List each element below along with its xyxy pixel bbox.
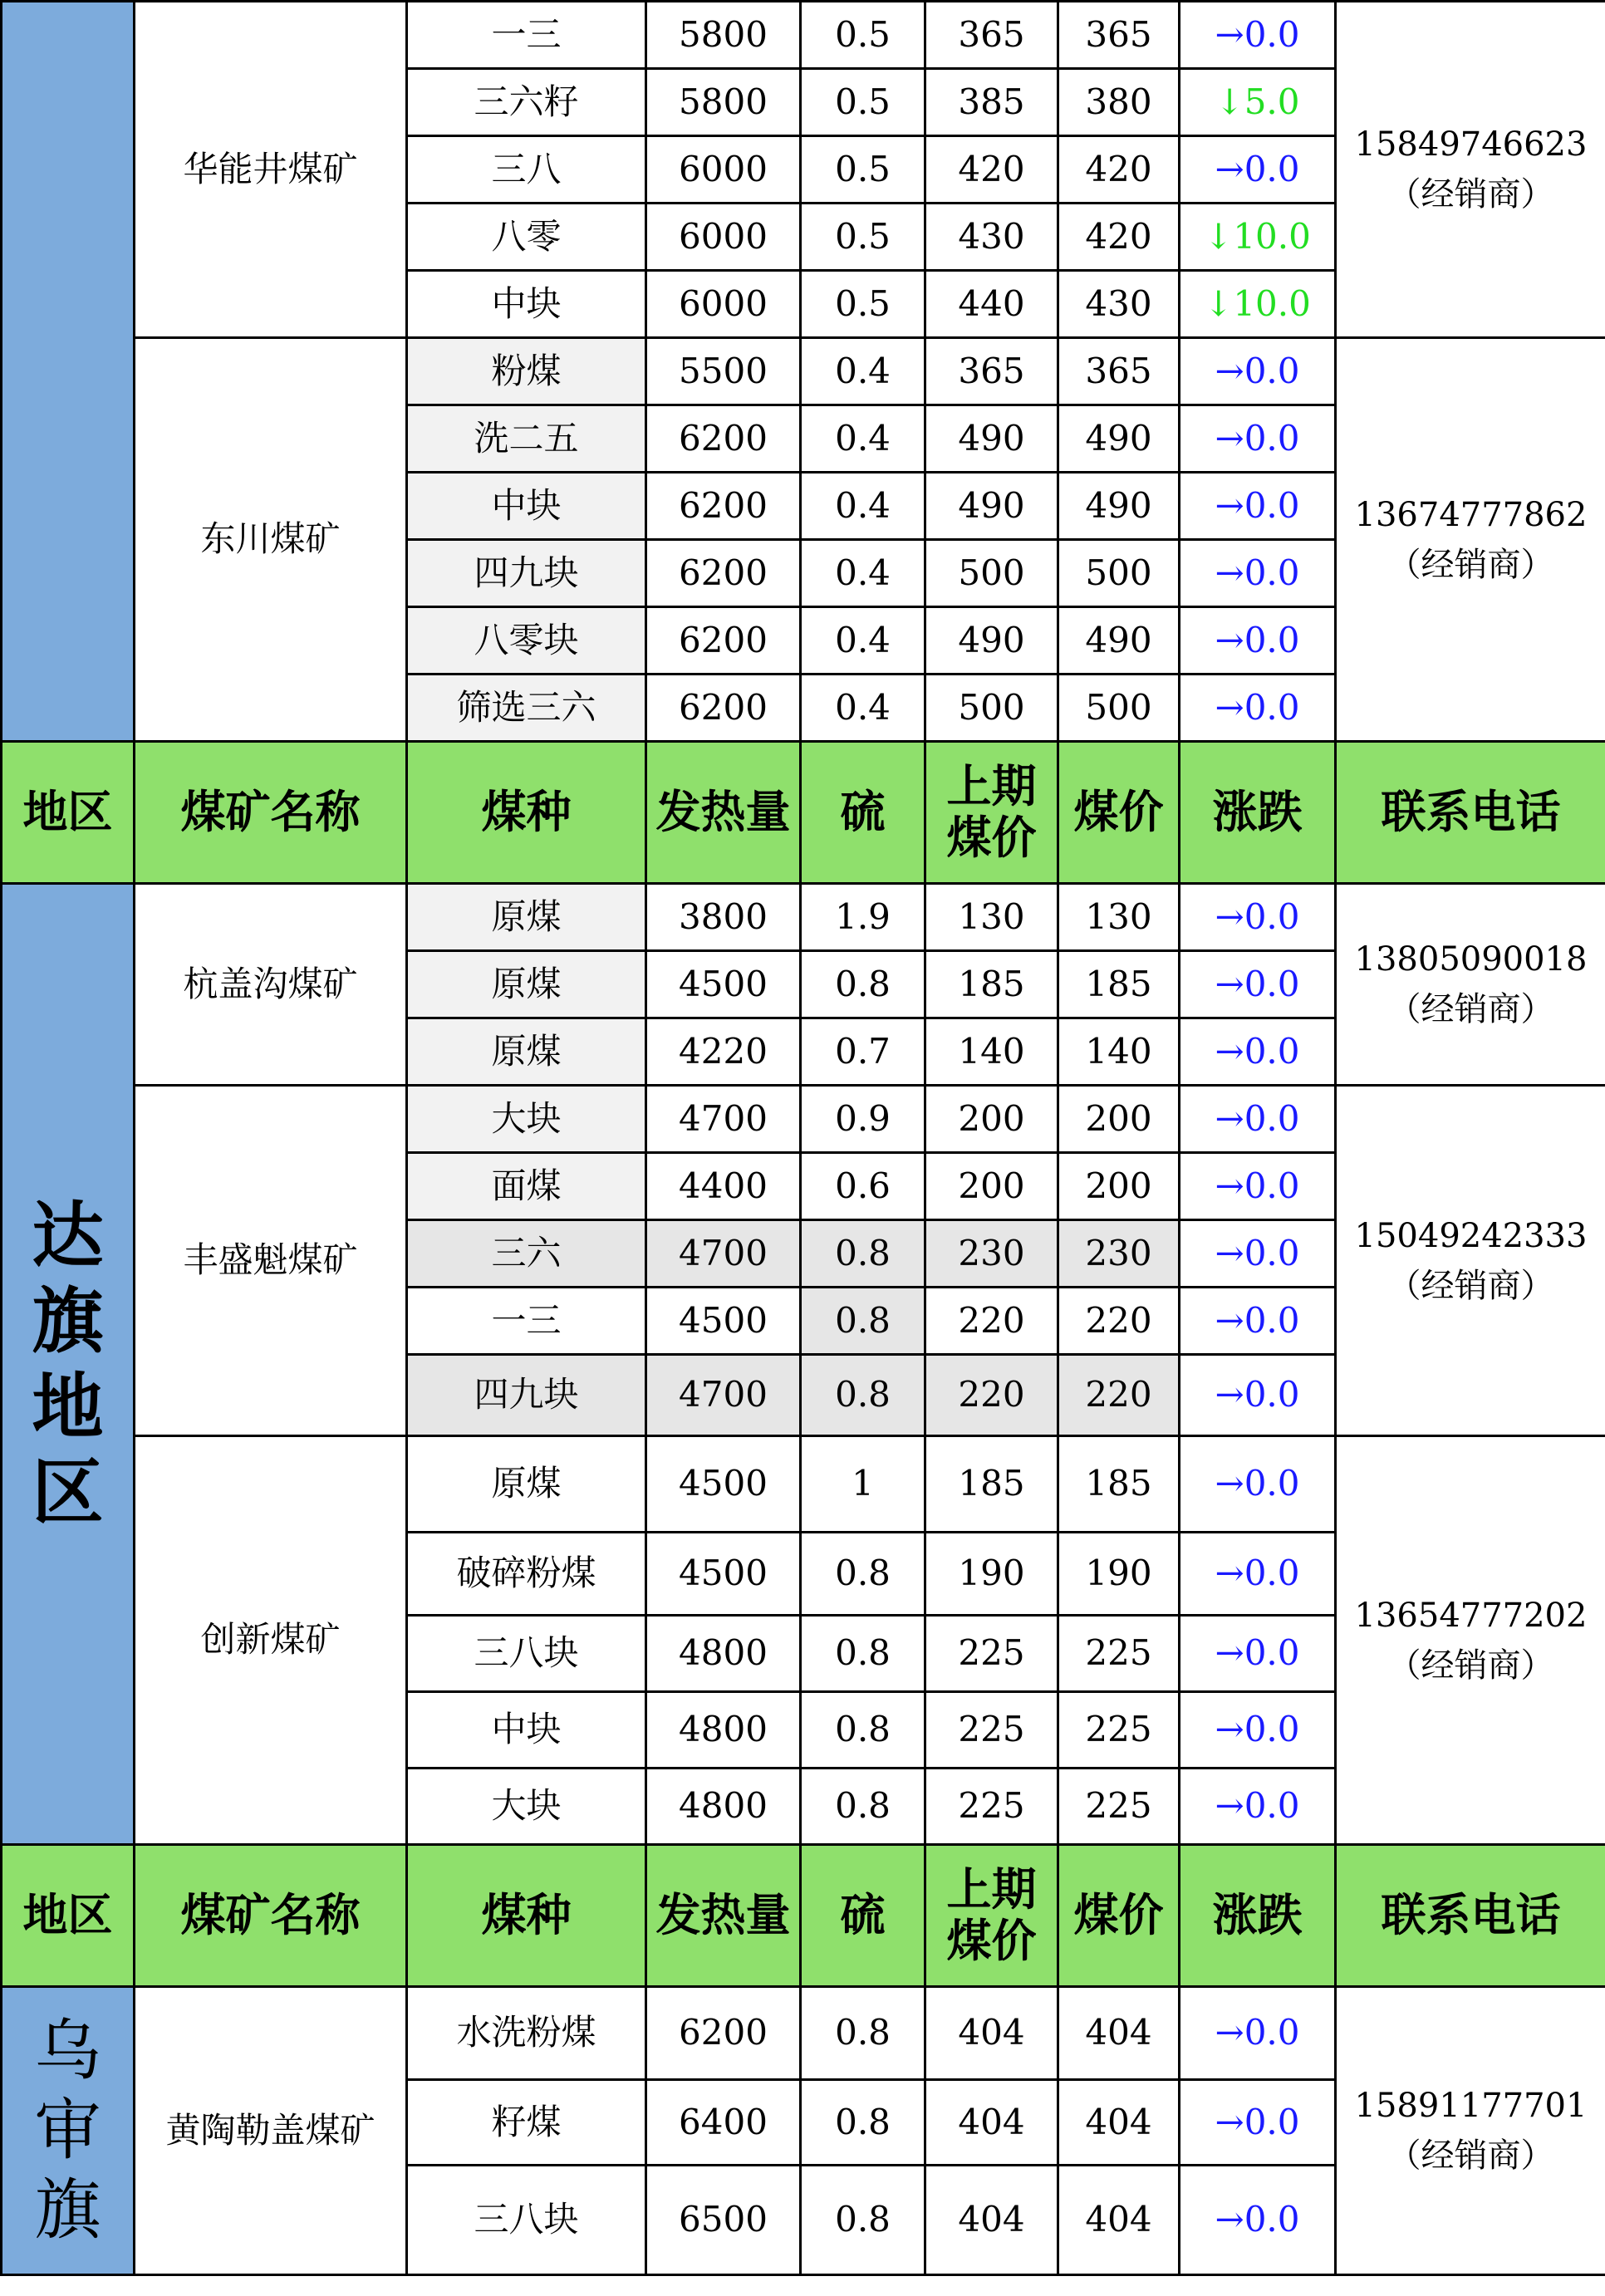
price: 185: [1058, 1436, 1180, 1533]
header-sulfur: 硫: [801, 1845, 925, 1987]
coal-type: 三八块: [407, 2166, 646, 2275]
price-change: →0.0: [1180, 951, 1336, 1018]
mine-name: 华能井煤矿: [135, 2, 407, 338]
price: 140: [1058, 1018, 1180, 1086]
prev-price: 404: [925, 2166, 1058, 2275]
sulfur-value: 0.8: [801, 1987, 925, 2080]
prev-price: 225: [925, 1616, 1058, 1692]
price-change: →0.0: [1180, 405, 1336, 473]
heat-value: 6000: [646, 204, 801, 271]
price: 420: [1058, 136, 1180, 204]
prev-price: 440: [925, 271, 1058, 338]
contact-phone: [1336, 2, 1605, 338]
price: 230: [1058, 1220, 1180, 1288]
coal-type: 原煤: [407, 1018, 646, 1086]
prev-price: 365: [925, 338, 1058, 405]
price-change: →0.0: [1180, 540, 1336, 607]
contact-phone: [1336, 1086, 1605, 1436]
prev-price: 200: [925, 1086, 1058, 1153]
sulfur-value: 0.6: [801, 1153, 925, 1220]
phone-note: （经销商）: [1387, 2137, 1554, 2175]
prev-price: 430: [925, 204, 1058, 271]
heat-value: 6200: [646, 405, 801, 473]
prev-price: 230: [925, 1220, 1058, 1288]
sulfur-value: 0.4: [801, 540, 925, 607]
coal-type: 原煤: [407, 1436, 646, 1533]
prev-price: 200: [925, 1153, 1058, 1220]
contact-phone: [1336, 1436, 1605, 1845]
sulfur-value: 0.4: [801, 607, 925, 675]
coal-type: 中块: [407, 271, 646, 338]
region-char: 乌: [34, 2012, 101, 2089]
sulfur-value: 0.9: [801, 1086, 925, 1153]
mine-name: 创新煤矿: [135, 1436, 407, 1845]
price: 225: [1058, 1692, 1180, 1769]
phone-note: （经销商）: [1387, 1266, 1554, 1305]
sulfur-value: 0.5: [801, 69, 925, 136]
price: 490: [1058, 473, 1180, 540]
price: 430: [1058, 271, 1180, 338]
price-change: →0.0: [1180, 884, 1336, 951]
coal-type: 三六籽: [407, 69, 646, 136]
price: 404: [1058, 1987, 1180, 2080]
price-change: →0.0: [1180, 607, 1336, 675]
price: 200: [1058, 1086, 1180, 1153]
region-cell-daqi: [2, 884, 135, 1845]
sulfur-value: 0.8: [801, 2080, 925, 2166]
price: 420: [1058, 204, 1180, 271]
coal-type: 籽煤: [407, 2080, 646, 2166]
table-header-row: [2, 1845, 1605, 1987]
heat-value: 6400: [646, 2080, 801, 2166]
price: 404: [1058, 2166, 1180, 2275]
price-change: →0.0: [1180, 1355, 1336, 1436]
price: 225: [1058, 1769, 1180, 1845]
price-change: →0.0: [1180, 1086, 1336, 1153]
mine-name: 丰盛魁煤矿: [135, 1086, 407, 1436]
price: 220: [1058, 1288, 1180, 1355]
price: 490: [1058, 405, 1180, 473]
sulfur-value: 0.8: [801, 1616, 925, 1692]
heat-value: 4800: [646, 1616, 801, 1692]
phone-number: 15849746623: [1354, 125, 1588, 164]
prev-price: 490: [925, 473, 1058, 540]
coal-type: 水洗粉煤: [407, 1987, 646, 2080]
header-change: 涨跌: [1180, 1845, 1336, 1987]
region-char: 旗: [32, 1278, 104, 1363]
coal-type: 一三: [407, 2, 646, 69]
sulfur-value: 0.8: [801, 2166, 925, 2275]
heat-value: 4700: [646, 1086, 801, 1153]
coal-type: 三八: [407, 136, 646, 204]
price: 185: [1058, 951, 1180, 1018]
prev-price: 220: [925, 1355, 1058, 1436]
region-cell-wushen: [2, 1987, 135, 2275]
prev-price: 490: [925, 607, 1058, 675]
coal-type: 八零: [407, 204, 646, 271]
header-heat-value: 发热量: [646, 1845, 801, 1987]
heat-value: 4700: [646, 1355, 801, 1436]
heat-value: 4500: [646, 1288, 801, 1355]
heat-value: 6200: [646, 675, 801, 742]
sulfur-value: 0.8: [801, 1355, 925, 1436]
phone-number: 15049242333: [1354, 1216, 1588, 1255]
price: 404: [1058, 2080, 1180, 2166]
sulfur-value: 0.4: [801, 473, 925, 540]
heat-value: 4400: [646, 1153, 801, 1220]
region-char: 达: [32, 1193, 104, 1278]
coal-type: 中块: [407, 1692, 646, 1769]
heat-value: 6200: [646, 607, 801, 675]
sulfur-value: 1: [801, 1436, 925, 1533]
heat-value: 4800: [646, 1769, 801, 1845]
sulfur-value: 0.5: [801, 2, 925, 69]
price: 220: [1058, 1355, 1180, 1436]
heat-value: 6200: [646, 540, 801, 607]
region-char: 审: [34, 2092, 101, 2169]
sulfur-value: 0.4: [801, 405, 925, 473]
price-change: ↓10.0: [1180, 204, 1336, 271]
prev-price: 130: [925, 884, 1058, 951]
region-char: 地: [32, 1365, 104, 1449]
heat-value: 6000: [646, 136, 801, 204]
heat-value: 5800: [646, 69, 801, 136]
sulfur-value: 0.8: [801, 1769, 925, 1845]
price: 365: [1058, 2, 1180, 69]
contact-phone: [1336, 1987, 1605, 2275]
price-change: →0.0: [1180, 1288, 1336, 1355]
sulfur-value: 0.4: [801, 338, 925, 405]
sulfur-value: 1.9: [801, 884, 925, 951]
price: 130: [1058, 884, 1180, 951]
coal-type: 四九块: [407, 1355, 646, 1436]
sulfur-value: 0.8: [801, 1533, 925, 1616]
price-change: →0.0: [1180, 473, 1336, 540]
header-coal-type: 煤种: [407, 1845, 646, 1987]
sulfur-value: 0.8: [801, 1288, 925, 1355]
price-change: →0.0: [1180, 2080, 1336, 2166]
prev-price: 490: [925, 405, 1058, 473]
coal-type: 三八块: [407, 1616, 646, 1692]
coal-type: 粉煤: [407, 338, 646, 405]
prev-price: 220: [925, 1288, 1058, 1355]
coal-type: 原煤: [407, 884, 646, 951]
coal-type: 三六: [407, 1220, 646, 1288]
price-change: →0.0: [1180, 1769, 1336, 1845]
price: 500: [1058, 540, 1180, 607]
sulfur-value: 0.4: [801, 675, 925, 742]
sulfur-value: 0.7: [801, 1018, 925, 1086]
heat-value: 6200: [646, 473, 801, 540]
heat-value: 4500: [646, 1533, 801, 1616]
header-sulfur: 硫: [801, 742, 925, 884]
phone-number: 13654777202: [1354, 1596, 1588, 1635]
phone-number: 13674777862: [1354, 495, 1588, 534]
prev-price: 500: [925, 540, 1058, 607]
sulfur-value: 0.8: [801, 951, 925, 1018]
prev-price: 225: [925, 1692, 1058, 1769]
price: 200: [1058, 1153, 1180, 1220]
phone-note: （经销商）: [1387, 990, 1554, 1028]
coal-type: 大块: [407, 1086, 646, 1153]
price-change: →0.0: [1180, 1987, 1336, 2080]
phone-note: （经销商）: [1387, 175, 1554, 213]
coal-type: 一三: [407, 1288, 646, 1355]
coal-type: 八零块: [407, 607, 646, 675]
coal-type: 原煤: [407, 951, 646, 1018]
heat-value: 4220: [646, 1018, 801, 1086]
region-char: 旗: [34, 2171, 101, 2249]
price-change: →0.0: [1180, 1533, 1336, 1616]
phone-number: 15891177701: [1354, 2087, 1588, 2125]
coal-type: 面煤: [407, 1153, 646, 1220]
price-change: →0.0: [1180, 1436, 1336, 1533]
region-cell-top: [2, 2, 135, 742]
heat-value: 4800: [646, 1692, 801, 1769]
sulfur-value: 0.5: [801, 204, 925, 271]
prev-price: 404: [925, 1987, 1058, 2080]
price-change: →0.0: [1180, 1616, 1336, 1692]
header-mine-name: 煤矿名称: [135, 742, 407, 884]
mine-name: 杭盖沟煤矿: [135, 884, 407, 1086]
price-change: →0.0: [1180, 1018, 1336, 1086]
prev-price: 140: [925, 1018, 1058, 1086]
header-contact: 联系电话: [1336, 1845, 1605, 1987]
sulfur-value: 0.5: [801, 271, 925, 338]
table-header-row: [2, 742, 1605, 884]
price-change: →0.0: [1180, 2, 1336, 69]
prev-price: 185: [925, 1436, 1058, 1533]
header-contact: 联系电话: [1336, 742, 1605, 884]
price-change: ↓5.0: [1180, 69, 1336, 136]
coal-type: 中块: [407, 473, 646, 540]
contact-phone: [1336, 884, 1605, 1086]
prev-price: 225: [925, 1769, 1058, 1845]
mine-name: 黄陶勒盖煤矿: [135, 1987, 407, 2275]
phone-note: （经销商）: [1387, 545, 1554, 584]
coal-type: 筛选三六: [407, 675, 646, 742]
price-change: →0.0: [1180, 1692, 1336, 1769]
region-char: 区: [32, 1450, 104, 1535]
heat-value: 3800: [646, 884, 801, 951]
price-change: →0.0: [1180, 675, 1336, 742]
phone-number: 13805090018: [1354, 940, 1588, 979]
heat-value: 4700: [646, 1220, 801, 1288]
prev-price: 404: [925, 2080, 1058, 2166]
header-prev-price: 上期煤价: [925, 742, 1058, 884]
header-coal-type: 煤种: [407, 742, 646, 884]
mine-name: 东川煤矿: [135, 338, 407, 742]
heat-value: 6200: [646, 1987, 801, 2080]
prev-price: 385: [925, 69, 1058, 136]
heat-value: 4500: [646, 1436, 801, 1533]
heat-value: 6500: [646, 2166, 801, 2275]
price-change: →0.0: [1180, 136, 1336, 204]
header-change: 涨跌: [1180, 742, 1336, 884]
header-mine-name: 煤矿名称: [135, 1845, 407, 1987]
prev-price: 190: [925, 1533, 1058, 1616]
heat-value: 5800: [646, 2, 801, 69]
header-region: 地区: [2, 1845, 135, 1987]
phone-note: （经销商）: [1387, 1646, 1554, 1685]
price: 380: [1058, 69, 1180, 136]
price-change: →0.0: [1180, 1153, 1336, 1220]
sulfur-value: 0.5: [801, 136, 925, 204]
price: 365: [1058, 338, 1180, 405]
price: 500: [1058, 675, 1180, 742]
price: 490: [1058, 607, 1180, 675]
contact-phone: [1336, 338, 1605, 742]
price: 225: [1058, 1616, 1180, 1692]
prev-price: 500: [925, 675, 1058, 742]
header-price: 煤价: [1058, 1845, 1180, 1987]
sulfur-value: 0.8: [801, 1692, 925, 1769]
coal-type: 洗二五: [407, 405, 646, 473]
prev-price: 365: [925, 2, 1058, 69]
coal-type: 大块: [407, 1769, 646, 1845]
sulfur-value: 0.8: [801, 1220, 925, 1288]
header-prev-price: 上期煤价: [925, 1845, 1058, 1987]
heat-value: 5500: [646, 338, 801, 405]
prev-price: 185: [925, 951, 1058, 1018]
prev-price: 420: [925, 136, 1058, 204]
heat-value: 6000: [646, 271, 801, 338]
header-heat-value: 发热量: [646, 742, 801, 884]
header-region: 地区: [2, 742, 135, 884]
price: 190: [1058, 1533, 1180, 1616]
price-change: →0.0: [1180, 1220, 1336, 1288]
price-change: →0.0: [1180, 2166, 1336, 2275]
heat-value: 4500: [646, 951, 801, 1018]
coal-type: 四九块: [407, 540, 646, 607]
price-change: →0.0: [1180, 338, 1336, 405]
header-price: 煤价: [1058, 742, 1180, 884]
coal-type: 破碎粉煤: [407, 1533, 646, 1616]
price-change: ↓10.0: [1180, 271, 1336, 338]
